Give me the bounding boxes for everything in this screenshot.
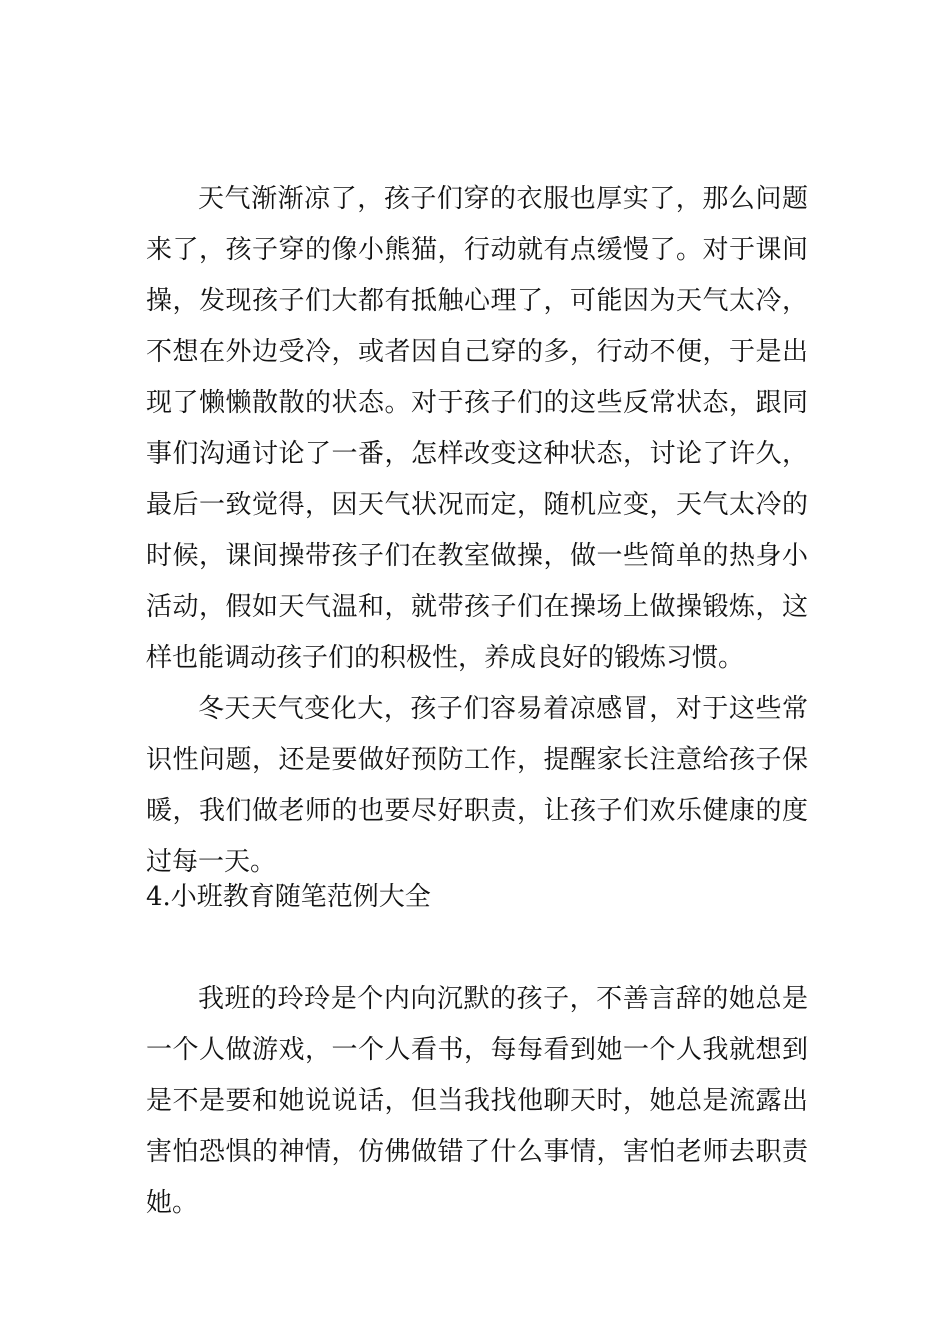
section-heading: 4.小班教育随笔范例大全 [146,882,431,912]
paragraph-weather-exercise: 天气渐渐凉了，孩子们穿的衣服也厚实了，那么问题来了，孩子穿的像小熊猫，行动就有点缓慢了。对于课间操，发现孩子们大都有抵触心理了，可能因为天气太冷，不想在外边受冷，或者因自己穿的多，行动不便，于是出现了懒懒散散的状态。对于孩子们的这些反常状态，跟同事们沟通讨论了一番，怎样改变这种状态，讨论了许久，最后一致觉得，因天气状况而定，随机应变，天气太冷的时候，课间操带孩子们在教室做操，做一些简单的热身小活动，假如天气温和，就带孩子们在操场上做操锻炼，这样也能调动孩子们的积极性，养成良好的锻炼习惯。 [146,184,808,673]
essay-text-part-1 [146,174,808,888]
paragraph-lingling: 我班的玲玲是个内向沉默的孩子，不善言辞的她总是一个人做游戏，一个人看书，每每看到她一个人我就想到是不是要和她说说话，但当我找他聊天时，她总是流露出害怕恐惧的神情，仿佛做错了什么事情，害怕老师去职责她。 [146,984,808,1218]
essay-text-part-2 [146,974,808,1229]
paragraph-winter-health: 冬天天气变化大，孩子们容易着凉感冒，对于这些常识性问题，还是要做好预防工作，提醒家长注意给孩子保暖，我们做老师的也要尽好职责，让孩子们欢乐健康的度过每一天。 [146,694,808,877]
